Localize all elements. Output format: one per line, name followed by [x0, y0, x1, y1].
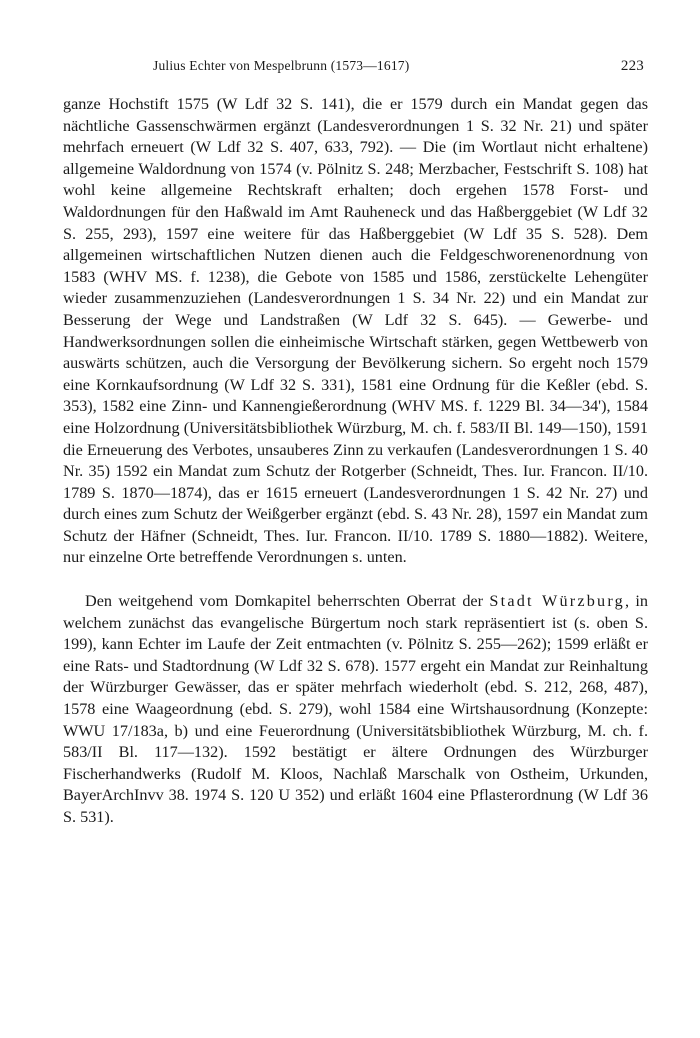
body-paragraph-1: ganze Hochstift 1575 (W Ldf 32 S. 141), die er 1579 durch ein Mandat gegen das nächtliche Gassenschwärmen ergänzt (Landesverordnungen 1 S. 32 Nr. 21) und später mehrfach erneuert (W Ldf 32 S. 407, 633, 792). — Die (im Wortlaut nicht erhaltene) allgemeine Waldordnung von 1574 (v. Pölnitz S. 248; Merzbacher, Festschrift S. 108) hat wohl keine allgemeine Rechtskraft erhalten; doch ergehen 1578 Forst- und Waldordnungen für den Haßwald im Amt Rauheneck und das Haßberggebiet (W Ldf 32 S. 255, 293), 1597 eine weitere für das Haßberggebiet (W Ldf 35 S. 528). Dem allgemeinen wirtschaftlichen Nutzen dienen auch die Feldgeschworenenordnung von 1583 (WHV MS. f. 1238), die Gebote von 1585 und 1586, zerstückelte Lehengüter wieder zusammenzuziehen (Landesverordnungen 1 S. 34 Nr. 22) und ein Mandat zur Besserung der Wege und Landstraßen (W Ldf 32 S. 645). — Gewerbe- und Handwerksordnungen sollen die einheimische Wirtschaft stärken, gegen Wettbewerb von auswärts schützen, auch die Versorgung der Bevölkerung sichern. So ergeht noch 1579 eine Kornkaufsordnung (W Ldf 32 S. 331), 1581 eine Ordnung für die Keßler (ebd. S. 353), 1582 eine Zinn- und Kannengießerordnung (WHV MS. f. 1229 Bl. 34—34'), 1584 eine Holzordnung (Universitätsbibliothek Würzburg, M. ch. f. 583/II Bl. 149—150), 1591 die Erneuerung des Verbotes, unsauberes Zinn zu verkaufen (Landesverordnungen 1 S. 40 Nr. 35) 1592 ein Mandat zum Schutz der Rotgerber (Schneidt, Thes. Iur. Francon. II/10. 1789 S. 1870—1874), das er 1615 erneuert (Landesverordnungen 1 S. 42 Nr. 27) und durch eines zum Schutz der Weißgerber ergänzt (ebd. S. 43 Nr. 28), 1597 ein Mandat zum Schutz der Häfner (Schneidt, Thes. Iur. Francon. II/10. 1789 S. 1880—1882). Weitere, nur einzelne Orte betreffende Verordnungen s. unten. — [63, 95, 648, 567]
paragraph-2-rest: , in welchem zunächst das evangelische Bürgertum noch stark repräsentiert ist (s. oben S. 199), kann Echter im Laufe der Zeit entmachten (v. Pölnitz S. 255—262); 1599 erläßt er eine Rats- und Stadtordnung (W Ldf 32 S. 678). 1577 ergeht ein Mandat zur Reinhaltung der Würzburger Gewässer, das er später mehrfach wiederholt (ebd. S. 212, 268, 487), 1578 eine Waageordnung (ebd. S. 279), wohl 1584 eine Wirtshausordnung (Konzepte: WWU 17/183a, b) und eine Feuerordnung (Universitätsbibliothek Würzburg, M. ch. f. 583/II Bl. 117—132). 1592 bestätigt er ältere Ordnungen des Würzburger Fischerhandwerks (Rudolf M. Kloos, Nachlaß Marschalk von Ostheim, Urkunden, BayerArchInvv 38. 1974 S. 120 U 352) und erläßt 1604 eine Pflasterordnung (W Ldf 36 S. 531). — [63, 592, 648, 826]
book-page — [63, 58, 648, 829]
page-number: 223 — [620, 58, 644, 74]
running-header — [63, 58, 648, 80]
body-paragraph-2 — [63, 591, 648, 829]
paragraph-2-lead: Den weitgehend vom Domkapitel beherrschten Oberrat der — [85, 592, 490, 611]
running-title: Julius Echter von Mespelbrunn (1573—1617) — [153, 58, 410, 73]
paragraph-2-spaced-name: Stadt Würzburg — [489, 592, 625, 611]
